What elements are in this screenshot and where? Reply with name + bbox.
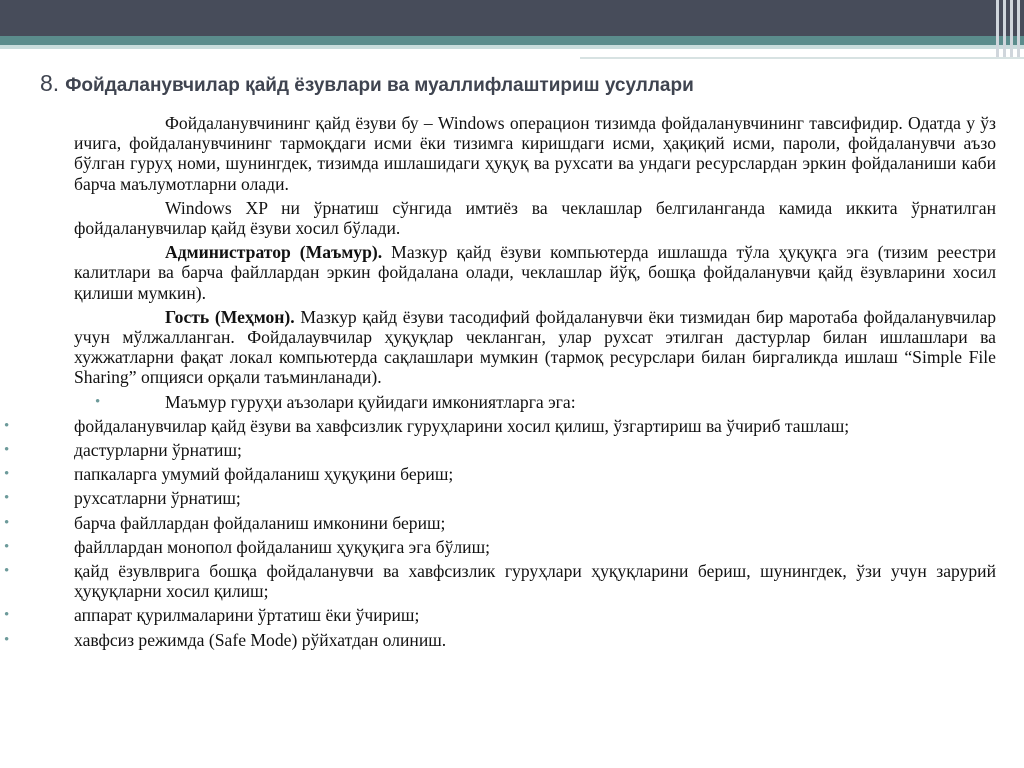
header-band bbox=[0, 0, 1024, 36]
list-item-text: файллардан монопол фойдаланиш ҳуқуқига эга бўлиш; bbox=[74, 536, 491, 557]
list-item bbox=[4, 605, 996, 626]
bullet-icon: • bbox=[4, 607, 10, 624]
paragraph bbox=[74, 307, 996, 388]
bullet-icon: • bbox=[95, 393, 101, 410]
list-item bbox=[4, 488, 996, 509]
list-item bbox=[4, 536, 996, 557]
list-item-text: қайд ёзувлврига бошқа фойдаланувчи ва хавфсизлик гуруҳлари ҳуқуқларини бериш, шунингдек, ўзи учун зарурий ҳуқуқларни хосил қилиш; bbox=[74, 561, 996, 602]
slide-title bbox=[40, 70, 694, 97]
bullet-icon: • bbox=[4, 490, 10, 507]
bullet-list bbox=[4, 391, 996, 650]
paragraph bbox=[74, 113, 996, 194]
slide-title-text: Фойдаланувчилар қайд ёзувлари ва муаллифлаштириш усуллари bbox=[65, 75, 694, 96]
bullet-icon: • bbox=[4, 466, 10, 483]
bullet-icon: • bbox=[4, 563, 10, 580]
slide-body bbox=[4, 113, 996, 654]
list-item-text: хавфсиз режимда (Safe Mode) рўйхатдан олиниш. bbox=[74, 629, 447, 650]
list-item bbox=[4, 629, 996, 650]
paragraph-text: Windows XP ни ўрнатиш сўнгида имтиёз ва чеклашлар белгиланганда камида иккита ўрнатилган фойдаланувчилар қайд ёзуви хосил бўлади. bbox=[74, 197, 996, 239]
bullet-icon: • bbox=[4, 631, 10, 648]
list-item-text: дастурларни ўрнатиш; bbox=[74, 440, 242, 461]
paragraph bbox=[74, 242, 996, 303]
bullet-icon: • bbox=[4, 417, 10, 434]
paragraph-text: Мазкур қайд ёзуви компьютерда ишлашда тўла ҳуқуқга эга (тизим реестри калитлари ва барча файллардан эркин фойдалана олади, чеклашлар йўқ, бошқа фойдаланувчи қайд ёзувларини хосил қилиши мумкин). bbox=[74, 242, 996, 303]
list-item bbox=[4, 415, 996, 436]
list-item-text: папкаларга умумий фойдаланиш ҳуқуқини бериш; bbox=[74, 464, 454, 485]
paragraph-text: Мазкур қайд ёзуви тасодифий фойдаланувчи ёки тизмидан бир маротаба фойдаланувчилар учун мўлжалланган. Фойдалаувчилар ҳуқуқлар чекланган, улар рухсат этилган дастурлар билан ишлашлари ва хужжатларни фақат локал компьютерда сақлашлари мумкин (тармоқ ресурслари билан биргаликда ишлаш “Simple File Sharing” опцияси орқали таъминланади). bbox=[74, 306, 996, 388]
title-underline bbox=[580, 57, 1024, 59]
list-item-text: рухсатларни ўрнатиш; bbox=[74, 488, 241, 509]
list-item-text: фойдаланувчилар қайд ёзуви ва хавфсизлик гуруҳларини хосил қилиш, ўзгартириш ва ўчириб ташлаш; bbox=[74, 415, 850, 436]
slide-number: 8. bbox=[40, 70, 60, 96]
accent-band-light bbox=[0, 45, 1024, 49]
paragraph bbox=[74, 198, 996, 238]
list-item-text: Маъмур гуруҳи аъзолари қуйидаги имкониятларга эга: bbox=[165, 391, 576, 412]
list-item bbox=[74, 392, 996, 412]
list-item-text: барча файллардан фойдаланиш имконини бериш; bbox=[74, 512, 446, 533]
paragraph-term: Администратор (Маъмур). bbox=[165, 242, 383, 263]
list-item bbox=[4, 561, 996, 602]
list-item bbox=[4, 464, 996, 485]
accent-band bbox=[0, 36, 1024, 45]
bullet-icon: • bbox=[4, 514, 10, 531]
paragraph-text: Фойдаланувчининг қайд ёзуви бу – Windows операцион тизимда фойдаланувчининг тавсифидир. Одатда у ўз ичига, фойдаланувчининг тармоқдаги исми ёки тизимга киришдаги исми, ҳақиқий исми, пароли, фойдаланувчи аъзо бўлган гуруҳ номи, шунингдек, тизимда ишлашидаги ҳуқуқ ва рухсати ва ундаги ресурслардан эркин фойдаланиши каби барча маълумотларни олади. bbox=[74, 113, 996, 194]
bullet-icon: • bbox=[4, 442, 10, 459]
bullet-icon: • bbox=[4, 538, 10, 555]
list-item-text: аппарат қурилмаларини ўртатиш ёки ўчириш; bbox=[74, 605, 420, 626]
corner-stripes-decoration bbox=[994, 0, 1024, 58]
list-item bbox=[4, 440, 996, 461]
list-item bbox=[4, 512, 996, 533]
paragraph-term: Гость (Меҳмон). bbox=[165, 306, 295, 327]
